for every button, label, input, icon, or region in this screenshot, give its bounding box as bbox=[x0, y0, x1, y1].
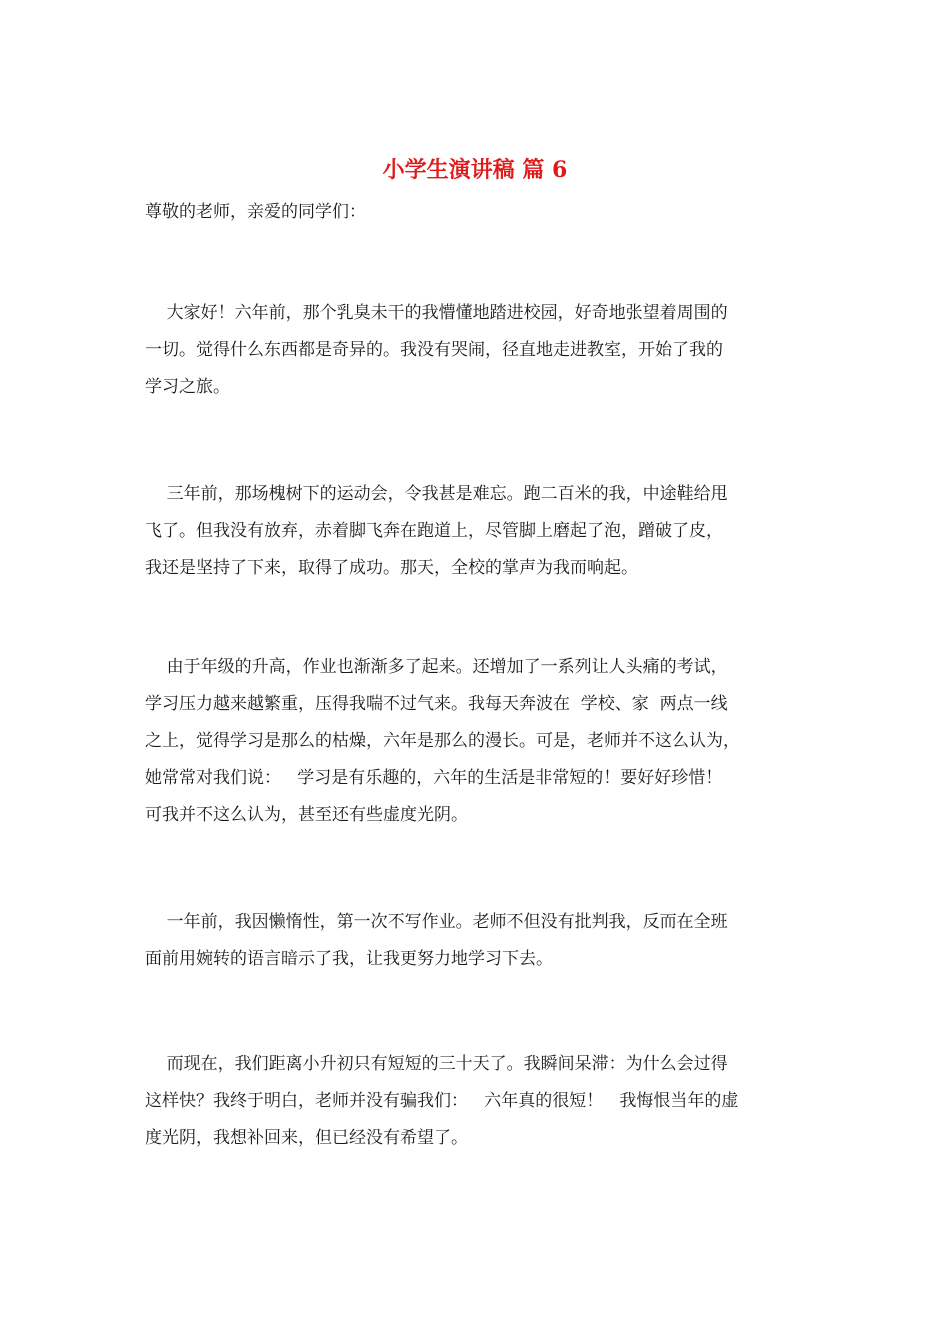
paragraph-line: 一年前，我因懒惰性，第一次不写作业。老师不但没有批判我，反而在全班 bbox=[145, 912, 728, 932]
document-title: 小学生演讲稿 篇 6 bbox=[382, 157, 568, 183]
greeting-line: 尊敬的老师，亲爱的同学们： bbox=[145, 202, 366, 222]
paragraph-line: 这样快？我终于明白，老师并没有骗我们： 六年真的很短！ 我悔恨当年的虚 bbox=[145, 1091, 739, 1111]
paragraph-line: 由于年级的升高，作业也渐渐多了起来。还增加了一系列让人头痛的考试， bbox=[145, 657, 728, 677]
paragraph-line: 飞了。但我没有放弃，赤着脚飞奔在跑道上，尽管脚上磨起了泡，蹭破了皮， bbox=[145, 521, 723, 541]
paragraph-line: 一切。觉得什么东西都是奇异的。我没有哭闹，径直地走进教室，开始了我的 bbox=[145, 340, 723, 360]
paragraph-line: 度光阴，我想补回来，但已经没有希望了。 bbox=[145, 1128, 468, 1148]
paragraph-line: 学习压力越来越繁重，压得我喘不过气来。我每天奔波在 学校、家 两点一线 bbox=[145, 694, 728, 714]
paragraph-line: 之上，觉得学习是那么的枯燥，六年是那么的漫长。可是，老师并不这么认为， bbox=[145, 731, 740, 751]
paragraph-line: 我还是坚持了下来，取得了成功。那天，全校的掌声为我而响起。 bbox=[145, 558, 638, 578]
paragraph-2 bbox=[145, 476, 810, 587]
paragraph-3 bbox=[145, 649, 810, 834]
paragraph-line: 学习之旅。 bbox=[145, 377, 230, 397]
paragraph-line: 可我并不这么认为，甚至还有些虚度光阴。 bbox=[145, 805, 468, 825]
paragraph-line: 大家好！六年前，那个乳臭未干的我懵懂地踏进校园，好奇地张望着周围的 bbox=[145, 303, 728, 323]
paragraph-5 bbox=[145, 1046, 810, 1157]
paragraph-line: 三年前，那场槐树下的运动会，令我甚是难忘。跑二百米的我，中途鞋给甩 bbox=[145, 484, 728, 504]
paragraph-line: 她常常对我们说： 学习是有乐趣的，六年的生活是非常短的！要好好珍惜！ bbox=[145, 768, 723, 788]
paragraph-4 bbox=[145, 904, 810, 978]
paragraph-line: 面前用婉转的语言暗示了我，让我更努力地学习下去。 bbox=[145, 949, 553, 969]
paragraph-line: 而现在，我们距离小升初只有短短的三十天了。我瞬间呆滞：为什么会过得 bbox=[145, 1054, 728, 1074]
paragraph-1 bbox=[145, 295, 810, 406]
